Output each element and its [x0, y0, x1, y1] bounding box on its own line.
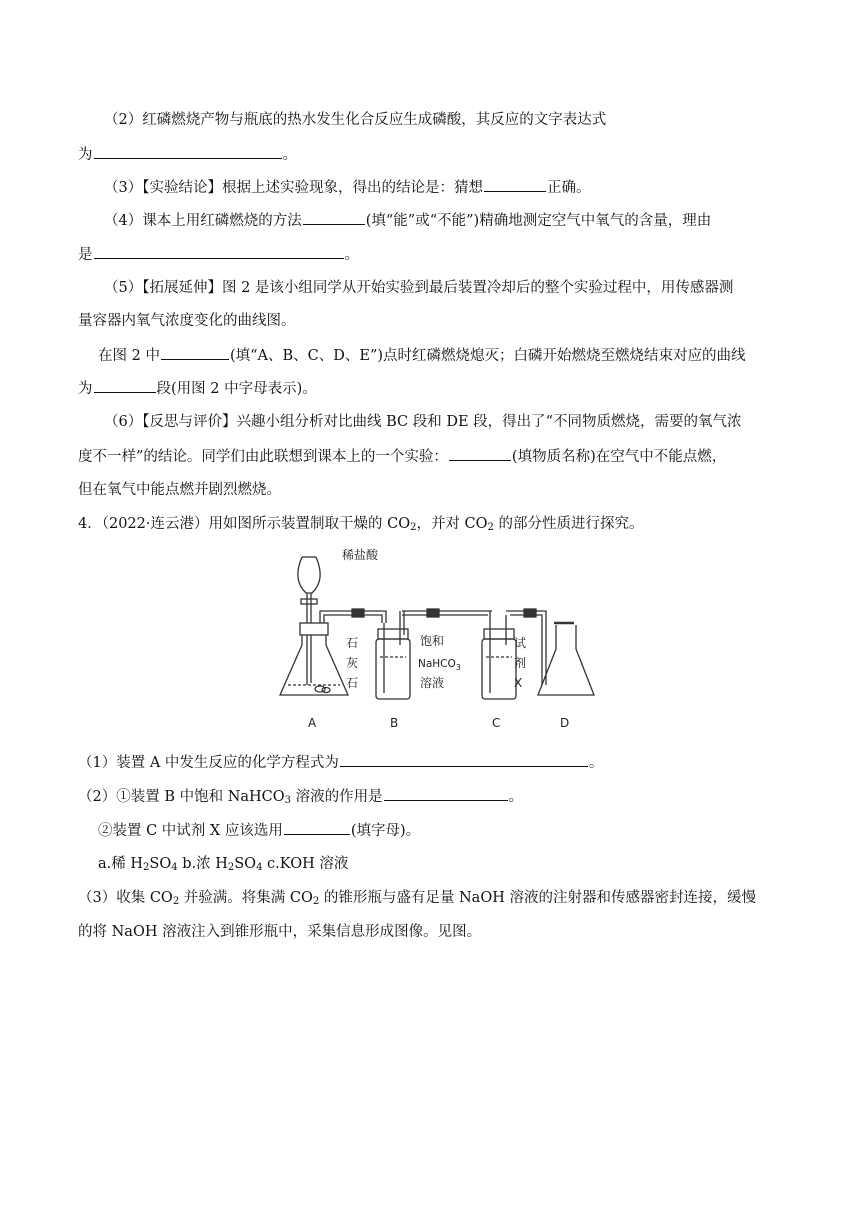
q3-part3: （3）【实验结论】根据上述实验现象，得出的结论是：猜想 正确。 — [104, 177, 590, 198]
q3-part4-line1: （4）课本上用红磷燃烧的方法 (填“能”或“不能”)精确地测定空气中氧气的含量，理由 — [104, 210, 711, 231]
flask-a — [280, 635, 348, 695]
label-limestone-3: 石 — [346, 676, 359, 690]
label-acid: 稀盐酸 — [342, 548, 379, 562]
q3-part2-line2: 为 。 — [78, 144, 297, 165]
answer-blank[interactable] — [303, 210, 365, 225]
separatory-funnel — [298, 557, 320, 593]
label-d: D — [560, 716, 570, 730]
q4-sub3-line1: （3）收集 $CO_2$ 并验满。将集满 $CO_2$ 的锥形瓶与盛有足量 NaOH 溶液的注射器和传感器密封连接，缓慢 — [78, 890, 756, 907]
label-nahco3: NaHCO$_3$ — [418, 658, 461, 672]
label-b: B — [390, 716, 399, 730]
label-reagent-x: X — [514, 676, 523, 690]
label-reagent-2: 剂 — [514, 656, 527, 670]
q4-sub1: （1）装置 A 中发生反应的化学方程式为 。 — [78, 752, 603, 773]
answer-blank[interactable] — [449, 446, 511, 461]
answer-blank[interactable] — [484, 177, 546, 192]
answer-blank[interactable] — [94, 244, 344, 259]
answer-blank[interactable] — [384, 786, 508, 801]
label-solution: 溶液 — [420, 676, 445, 690]
q4-sub2-b: ②装置 C 中试剂 X 应该选用 (填字母)。 — [98, 820, 420, 841]
answer-blank[interactable] — [94, 378, 156, 393]
label-c: C — [492, 716, 501, 730]
apparatus-figure — [262, 545, 598, 735]
label-limestone-1: 石 — [346, 636, 359, 650]
bottle-b — [376, 639, 410, 699]
label-limestone-2: 灰 — [346, 656, 359, 670]
stopper-c — [484, 629, 514, 639]
q4-sub3-line2: 的将 NaOH 溶液注入到锥形瓶中，采集信息形成图像。见图。 — [78, 924, 482, 940]
q3-part2-line1: （2）红磷燃烧产物与瓶底的热水发生化合反应生成磷酸，其反应的文字表达式 — [104, 112, 607, 128]
bottle-c — [482, 639, 516, 699]
answer-blank[interactable] — [340, 752, 588, 767]
label-reagent-1: 试 — [514, 636, 527, 650]
q4-sub2-a: （2）①装置 B 中饱和 NaHCO$_3$ 溶液的作用是 。 — [78, 786, 523, 807]
q3-part4-line2: 是 。 — [78, 244, 359, 265]
answer-blank[interactable] — [161, 345, 229, 360]
q3-part5-line3: 在图 2 中 (填“A、B、C、D、E”)点时红磷燃烧熄灭；白磷开始燃烧至燃烧结束对应的曲线 — [98, 345, 746, 366]
label-saturated: 饱和 — [420, 634, 445, 648]
q4-stem: 4．（2022·连云港）用如图所示装置制取干燥的 $CO_2$，并对 $CO_2$ 的部分性质进行探究。 — [78, 516, 644, 533]
q3-part6-line1: （6）【反思与评价】兴趣小组分析对比曲线 BC 段和 DE 段，得出了“不同物质燃烧，需要的氧气浓 — [104, 414, 742, 430]
q3-part6-line2: 度不一样”的结论。同学们由此联想到课本上的一个实验： (填物质名称)在空气中不能点燃， — [78, 446, 726, 467]
q3-part5-line1: （5）【拓展延伸】图 2 是该小组同学从开始实验到最后装置冷却后的整个实验过程中，用传感器测 — [104, 280, 734, 296]
q3-part5-line2: 量容器内氧气浓度变化的曲线图。 — [78, 313, 296, 329]
label-a: A — [308, 716, 317, 730]
q4-options: a.稀 $H_2SO_4$ b.浓 $H_2SO_4$ c.KOH 溶液 — [98, 856, 349, 873]
q3-part5-line4: 为 段(用图 2 中字母表示)。 — [78, 378, 317, 399]
q3-part6-line3: 但在氧气中能点燃并剧烈燃烧。 — [78, 482, 281, 498]
answer-blank[interactable] — [284, 820, 350, 835]
answer-blank[interactable] — [94, 144, 282, 159]
stopper-a — [300, 623, 328, 635]
